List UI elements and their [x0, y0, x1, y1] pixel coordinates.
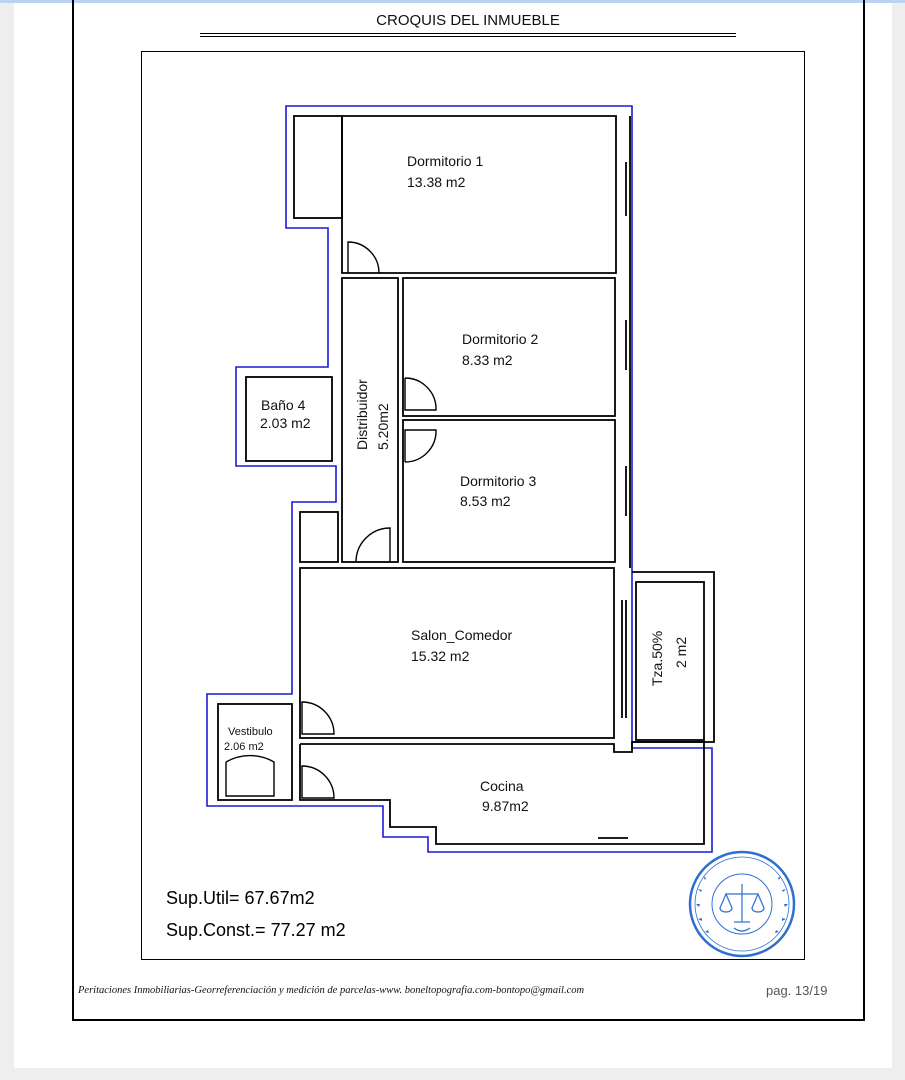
- label-cocina: Cocina: [480, 778, 524, 794]
- area-terraza: 2 m2: [673, 636, 689, 668]
- wall-dormitorio-1: [342, 116, 616, 273]
- area-dormitorio-2: 8.33 m2: [462, 352, 513, 368]
- page-number: pag. 13/19: [766, 983, 828, 998]
- wall-terraza-inner: [636, 582, 704, 740]
- door-distribuidor: [356, 528, 390, 562]
- area-bano-4: 2.03 m2: [260, 415, 311, 431]
- document-title: CROQUIS DEL INMUEBLE: [376, 12, 560, 29]
- wall-shaft: [300, 512, 338, 562]
- notary-seal-stamp: [686, 848, 798, 960]
- label-dormitorio-2: Dormitorio 2: [462, 331, 539, 347]
- bottom-rule: [72, 1019, 865, 1021]
- sup-util: Sup.Util= 67.67m2: [166, 888, 315, 908]
- door-dormitorio-2: [405, 378, 436, 410]
- door-dormitorio-3: [405, 430, 436, 462]
- sup-const: Sup.Const.= 77.27 m2: [166, 920, 346, 940]
- door-dormitorio-1: [348, 242, 379, 273]
- area-dormitorio-3: 8.53 m2: [460, 493, 511, 509]
- door-entrance: [226, 756, 274, 796]
- area-cocina: 9.87m2: [482, 798, 529, 814]
- area-salon-comedor: 15.32 m2: [411, 648, 470, 664]
- label-salon-comedor: Salon_Comedor: [411, 627, 513, 643]
- label-terraza: Tza.50%: [649, 630, 665, 686]
- label-dormitorio-3: Dormitorio 3: [460, 473, 537, 489]
- area-vestibulo: 2.06 m2: [224, 741, 264, 753]
- area-dormitorio-1: 13.38 m2: [407, 174, 466, 190]
- footer-contact: Peritaciones Inmobiliarias-Georreferenciación y medición de parcelas-www. boneltopografia.com-bontopo@gmail.com: [78, 985, 585, 996]
- label-vestibulo: Vestibulo: [228, 726, 273, 738]
- label-dormitorio-1: Dormitorio 1: [407, 153, 484, 169]
- wall-dormitorio-2: [403, 278, 615, 416]
- wall-dormitorio-1-outer: [294, 116, 342, 218]
- door-salon: [302, 702, 334, 734]
- label-bano-4: Baño 4: [261, 397, 306, 413]
- door-cocina: [302, 766, 334, 798]
- area-distribuidor: 5.20m2: [375, 403, 391, 450]
- label-distribuidor: Distribuidor: [354, 379, 370, 450]
